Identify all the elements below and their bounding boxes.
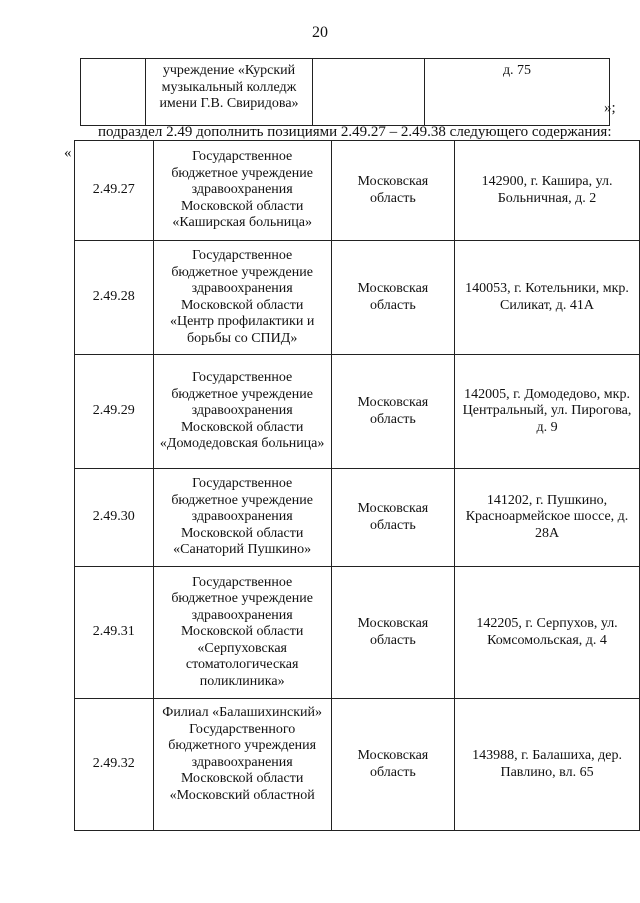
prev-num-cell — [81, 59, 146, 126]
row-address-cell: 140053, г. Котельники, мкр. Силикат, д. 41А — [455, 241, 640, 355]
closing-quote-mark: »; — [604, 100, 616, 116]
row-region-cell: Московская область — [331, 241, 454, 355]
table-row — [75, 469, 640, 567]
row-num-cell: 2.49.29 — [75, 355, 154, 469]
row-num-cell: 2.49.27 — [75, 141, 154, 241]
row-num-cell: 2.49.28 — [75, 241, 154, 355]
prev-region-cell — [313, 59, 425, 126]
row-region-cell: Московская область — [331, 567, 454, 699]
row-region-cell: Московская область — [331, 699, 454, 831]
row-address-cell: 142205, г. Серпухов, ул. Комсомольская, д. 4 — [455, 567, 640, 699]
instruction-text: подраздел 2.49 дополнить позициями 2.49.27 – 2.49.38 следующего содержания: — [98, 124, 612, 140]
positions-table — [74, 140, 640, 831]
table-row — [75, 241, 640, 355]
row-name-cell: Государственное бюджетное учреждение здравоохранения Московской области «Центр профилактики и борьбы со СПИД» — [153, 241, 331, 355]
row-num-cell: 2.49.32 — [75, 699, 154, 831]
row-region-cell: Московская область — [331, 469, 454, 567]
row-region-cell: Московская область — [331, 141, 454, 241]
row-num-cell: 2.49.30 — [75, 469, 154, 567]
row-address-cell: 143988, г. Балашиха, дер. Павлино, вл. 65 — [455, 699, 640, 831]
table-row — [75, 141, 640, 241]
row-region-cell: Московская область — [331, 355, 454, 469]
row-name-cell: Филиал «Балашихинский» Государственного бюджетного учреждения здравоохранения Московской области «Московский областной — [153, 699, 331, 831]
prev-address-cell: д. 75 — [425, 59, 610, 126]
row-num-cell: 2.49.31 — [75, 567, 154, 699]
table-row — [75, 355, 640, 469]
table-row — [75, 699, 640, 831]
previous-table — [80, 58, 610, 126]
opening-quote-mark: « — [64, 145, 72, 161]
row-address-cell: 141202, г. Пушкино, Красноармейское шоссе, д. 28А — [455, 469, 640, 567]
row-name-cell: Государственное бюджетное учреждение здравоохранения Московской области «Каширская больница» — [153, 141, 331, 241]
row-address-cell: 142005, г. Домодедово, мкр. Центральный, ул. Пирогова, д. 9 — [455, 355, 640, 469]
row-name-cell: Государственное бюджетное учреждение здравоохранения Московской области «Домодедовская больница» — [153, 355, 331, 469]
prev-name-cell: учреждение «Курский музыкальный колледж имени Г.В. Свиридова» — [146, 59, 313, 126]
row-name-cell: Государственное бюджетное учреждение здравоохранения Московской области «Серпуховская стоматологическая поликлиника» — [153, 567, 331, 699]
table-row — [75, 567, 640, 699]
page-number: 20 — [312, 24, 328, 41]
row-name-cell: Государственное бюджетное учреждение здравоохранения Московской области «Санаторий Пушкино» — [153, 469, 331, 567]
table-row — [81, 59, 610, 126]
row-address-cell: 142900, г. Кашира, ул. Больничная, д. 2 — [455, 141, 640, 241]
